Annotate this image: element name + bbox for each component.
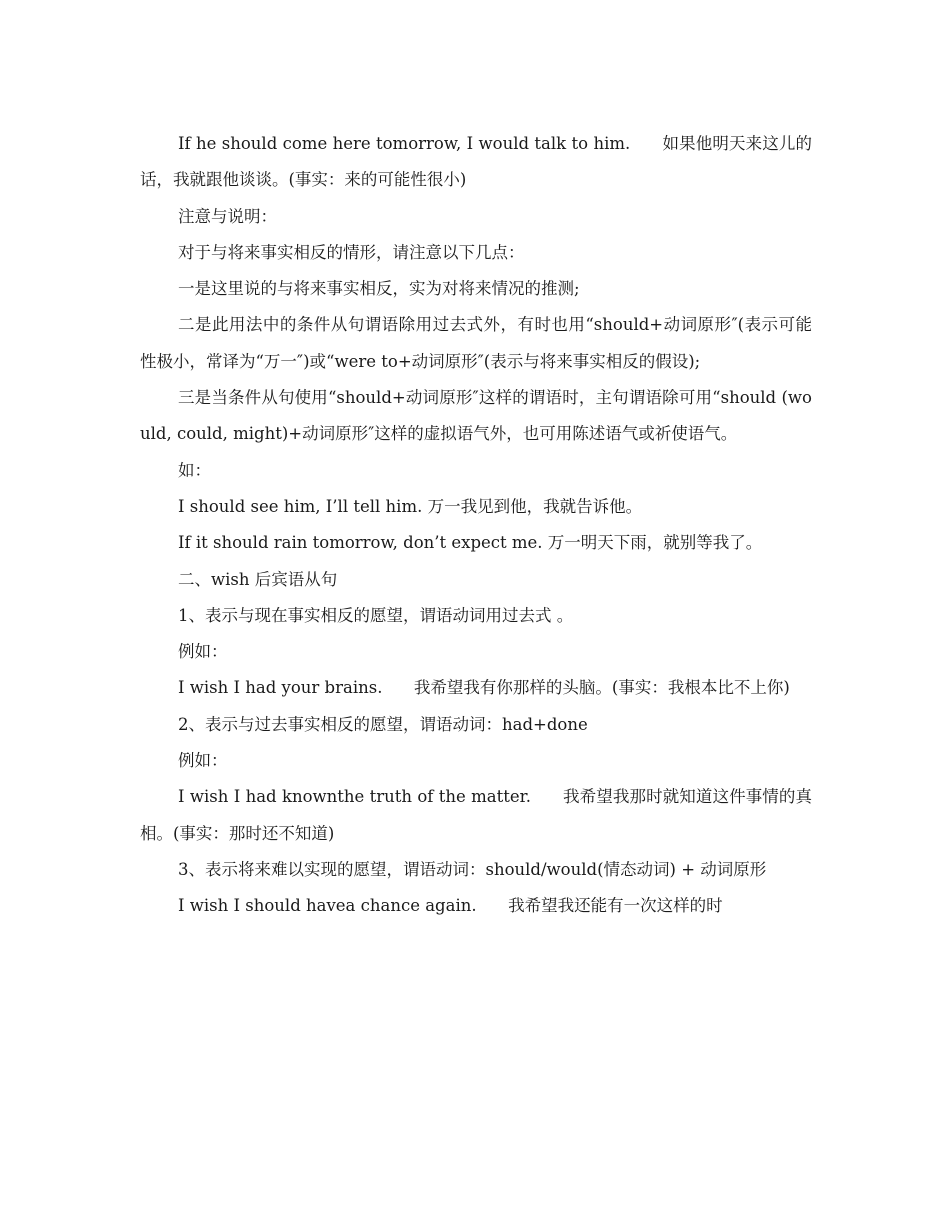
rule-two-past: 2、表示与过去事实相反的愿望，谓语动词：had+done (178, 714, 588, 734)
rule-three-future: 3、表示将来难以实现的愿望，谓语动词：should/would(情态动词) + 动词原形 (178, 859, 767, 879)
note-point-three: 三是当条件从句使用“should+动词原形″这样的谓语时，主句谓语除可用“should (would, could, might)+动词原形″这样的虚拟语气外，也可用陈述语气或祈使语气。 (140, 388, 812, 444)
note-heading: 注意与说明： (178, 206, 277, 226)
example-sentence-brains: I wish I had your brains. 我希望我有你那样的头脑。(事实：我根本比不上你) (178, 678, 790, 698)
example-sentence-rain: If it should rain tomorrow, don’t expect me. 万一明天下雨，就别等我了。 (178, 533, 763, 553)
example-label: 如： (178, 460, 211, 480)
note-point-one: 一是这里说的与将来事实相反，实为对将来情况的推测; (178, 279, 580, 299)
example-label-2: 例如： (178, 751, 228, 771)
note-point-two: 二是此用法中的条件从句谓语除用过去式外，有时也用“should+动词原形″(表示可能性极小，常译为“万一″)或“were to+动词原形″(表示与将来事实相反的假设); (140, 315, 812, 371)
example-sentence-future-condition: If he should come here tomorrow, I would talk to him. 如果他明天来这儿的话，我就跟他谈谈。(事实：来的可能性很小) (140, 134, 812, 190)
example-sentence-chance: I wish I should havea chance again. 我希望我还能有一次这样的时 (178, 896, 723, 916)
example-sentence-truth: I wish I had knownthe truth of the matter. 我希望我那时就知道这件事情的真相。(事实：那时还不知道) (140, 787, 812, 843)
example-label-1: 例如： (178, 642, 228, 662)
section-heading-wish: 二、wish 后宾语从句 (178, 569, 338, 589)
note-intro: 对于与将来事实相反的情形，请注意以下几点： (178, 242, 525, 262)
rule-one-present: 1、表示与现在事实相反的愿望，谓语动词用过去式 。 (178, 605, 574, 625)
example-sentence-see-him: I should see him, I’ll tell him. 万一我见到他，我就告诉他。 (178, 496, 643, 516)
document-page (140, 126, 812, 925)
